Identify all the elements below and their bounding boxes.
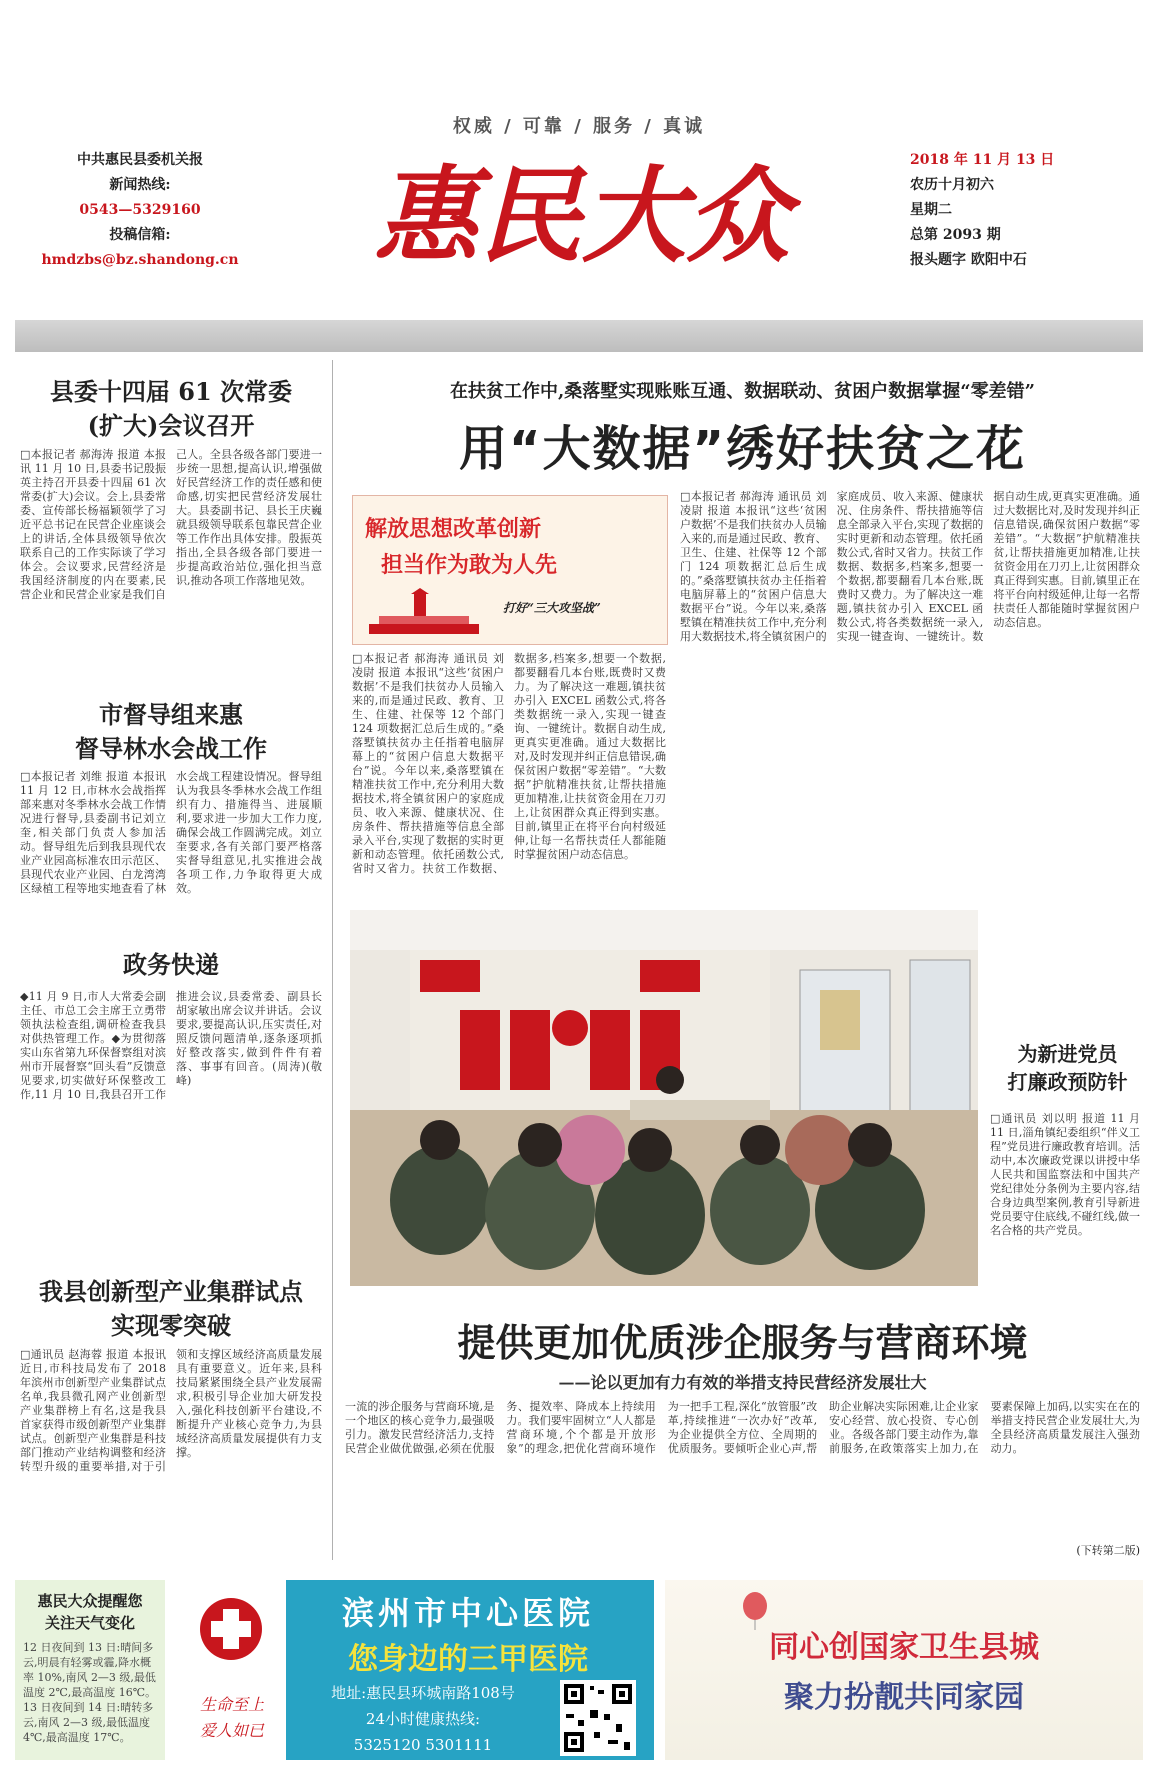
civic-campaign-ad [665, 1580, 1143, 1760]
side-story-headline[interactable] [990, 1040, 1145, 1096]
hospital-contact [288, 1680, 558, 1758]
weather-notice [15, 1580, 165, 1760]
article-headline-industry-cluster[interactable] [20, 1275, 322, 1343]
headline-line: 我县创新型产业集群试点 [39, 1277, 303, 1306]
article-body-industry-cluster: □通讯员 赵海蓉 报道 本报讯 近日,市科技局发布了 2018 年滨州市创新型产业集群试点名单,我县微孔网产业创新型产业集群榜上有名,这是我县首家获得市级创新型产业集群试点。创新型产业集群是科技部门推动产业结构调整和经济转型升级的重要举措,对于引领和支撑区域经济高质量发展具有重要意义。近年来,县科技局紧紧围绕全县产业发展需求,积极引导企业加大研发投入,强化科技创新平台建设,不断提升产业核心竞争力,为县域经济高质量发展提供有力支撑。 [20, 1348, 322, 1473]
masthead-title-logo [355, 140, 810, 280]
side-story-body: □通讯员 刘以明 报道 11 月 11 日,淄角镇纪委组织“伴义工程”党员进行廉政教育培训。活动中,本次廉政党课以讲授中华人民共和国监察法和中国共产党纪律处分条例为主要内容,结合身边典型案例,教育引导新进党员要守住底线,不碰红线,做一名合格的共产党员。 [990, 1112, 1140, 1237]
lead-story-headline[interactable]: 用“大数据”绣好扶贫之花 [458, 421, 1027, 477]
masthead-right-info [910, 148, 1120, 273]
hospital-slogan-line: 爱人如已 [199, 1721, 264, 1740]
meeting-photo [350, 910, 978, 1286]
masthead-title-text: 惠民大众 [373, 154, 791, 277]
article-body-forestry-inspection: □本报记者 刘维 报道 本报讯 11 月 12 日,市林水会战指挥部来惠对冬季林水会战工作情况进行督导,县委副书记刘立奎,相关部门负责人参加活动。督导组先后到我县现代农业产业园高标准农田示范区、县现代农业产业园、白龙湾湾区绿植工程等地实地查看了林水会战工程建设情况。督导组认为我县冬季林水会战工作组织有力、措施得当、进展顺利,要求进一步加大工作力度,确保会战工作圆满完成。刘立奎要求,各有关部门要严格落实督导组意见,扎实推进会战各项工作,力争取得更大成效。 [20, 770, 322, 895]
article-headline-forestry-inspection[interactable] [20, 698, 322, 766]
hospital-name: 滨州市中心医院 [341, 1594, 594, 1632]
issue-lunar-date: 农历十月初六 [910, 177, 994, 193]
issue-number: 总第 2093 期 [910, 227, 1001, 243]
weather-forecast-text: 12 日夜间到 13 日:晴间多云,明晨有轻雾或霾,降水概率 10%,南风 2—3 级,最低温度 2℃,最高温度 16℃。13 日夜间到 14 日:晴转多云,南风 2—3 级,最低温度 4℃,最高温度 17℃。 [23, 1641, 157, 1744]
article-headline-standing-committee[interactable] [20, 375, 322, 443]
hospital-address: 地址:惠民县环城南路108号 [331, 1684, 515, 1702]
masthead-hotline: 0543—5329160 [79, 202, 201, 218]
monument-icon [359, 588, 489, 638]
masthead-email-label: 投稿信箱: [109, 227, 171, 243]
editorial-subhead: ——论以更加有力有效的举措支持民营经济发展壮大 [558, 1373, 927, 1392]
masthead-email: hmdzbs@bz.shandong.cn [41, 252, 239, 268]
hospital-cross-icon [198, 1596, 264, 1662]
lead-story-body-part1: □本报记者 郝海涛 通讯员 刘凌尉 报道 本报讯“这些‘贫困户数据’不是我们扶贫办人员输入来的,而是通过民政、教育、卫生、住建、社保等 12 个部门 124 项数据汇总后生成的。”桑落墅镇扶贫办主任指着电脑屏幕上的“贫困户信息大数据平台”说。今年以来,桑落墅镇在精准扶贫工作中,充分利用大数据技术,将全镇贫困户的家庭成员、收入来源、健康状况、住房条件、帮扶措施等信息全部录入平台,实现了数据的实时更新和动态管理。依托函数公式,省时又省力。扶贫工作数据、数据多,档案多,想要一个数据,都要翻看几本台账,既费时又费力。为了解决这一难题,镇扶贫办引入 EXCEL 函数公式,将各类数据统一录入,实现一键查询、一键统计。数据自动生成,更真实更准确。通过大数据比对,及时发现并纠正信息错误,确保贫困户数据“零差错”。“大数据”护航精准扶贫,让帮扶措施更加精准,让扶贫资金用在刀刃上,让贫困群众真正得到实惠。目前,镇里正在将平台向村级延伸,让每一名帮扶责任人都能随时掌握贫困户动态信息。 [352, 652, 666, 875]
qr-code-icon[interactable] [560, 1680, 636, 1756]
qr-code-graphic [560, 1680, 636, 1756]
masthead-calligraphy-credit: 报头题字 欧阳中石 [910, 252, 1027, 268]
masthead-title [355, 140, 810, 280]
masthead-org: 中共惠民县委机关报 [77, 152, 203, 168]
article-body-standing-committee: □本报记者 郝海涛 报道 本报讯 11 月 10 日,县委书记殷振英主持召开县委十四届 61 次常委(扩大)会议。会上,县委常委、宣传部长杨福颖领学了习近平总书记在民营企业座谈会上的讲话,全体县级领导依次联系自己的工作实际谈了学习体会。会议要求,民营经济是我国经济制度的内在要素,民营企业和民营企业家是我们自己人。全县各级各部门要进一步统一思想,提高认识,增强做好民营经济工作的责任感和使命感,切实把民营经济发展壮大。县委副书记、县长王庆巍就县级领导联系包靠民营企业等工作作出具体安排。殷振英指出,全县各级各部门要进一步提高政治站位,强化担当意识,推动各项工作落地见效。 [20, 448, 322, 601]
hospital-hotline-label: 24小时健康热线: [365, 1710, 481, 1728]
civic-ad-line-1: 同心创国家卫生县城 [769, 1630, 1039, 1665]
banner-line-2: 担当作为敢为人先 [381, 553, 558, 578]
banner-line-3: 打好“三大攻坚战” [503, 601, 601, 615]
editorial-headline[interactable]: 提供更加优质涉企服务与营商环境 [457, 1320, 1028, 1365]
masthead-left-info [40, 148, 240, 273]
editorial-body: 一流的涉企服务与营商环境,是一个地区的核心竞争力,最强吸引力。激发民营经济活力,支持民营企业做优做强,必须在优服务、提效率、降成本上持续用力。我们要牢固树立“人人都是营商环境,个个都是开放形象”的理念,把优化营商环境作为一把手工程,深化“放管服”改革,持续推进“一次办好”改革,为企业提供全方位、全周期的优质服务。要倾听企业心声,帮助企业解决实际困难,让企业家安心经营、放心投资、专心创业。各级各部门要主动作为,靠前服务,在政策落实上加力,在要素保障上加码,以实实在在的举措支持民营企业发展壮大,为全县经济高质量发展注入强劲动力。 [345, 1400, 1140, 1455]
headline-line: 实现零突破 [111, 1311, 231, 1340]
headline-line: 督导林水会战工作 [75, 734, 267, 763]
hospital-ad-slogan [182, 1692, 282, 1744]
editorial-continued-note: (下转第二版) [1076, 1544, 1140, 1557]
hospital-ad-logo-panel [176, 1580, 286, 1760]
article-body-government-brief: ◆11 月 9 日,市人大常委会副主任、市总工会主席王立勇带领执法检查组,调研检查我县对供热管理工作。◆为贯彻落实山东省第九环保督察组对滨州市开展督察“回头看”反馈意见要求,切实做好环保整改工作,11 月 10 日,我县召开工作推进会议,县委常委、副县长胡家敏出席会议并讲话。会议要求,要提高认识,压实责任,对照反馈问题清单,逐条逐项抓好整改落实,做到件件有着落、事事有回音。(周涛)(敬峰) [20, 990, 322, 1101]
article-headline-government-brief[interactable]: 政务快递 [123, 950, 219, 979]
meeting-photo-illustration [350, 910, 978, 1286]
hospital-slogan-line: 生命至上 [199, 1695, 264, 1714]
civic-ad-line-2: 聚力扮靓共同家园 [784, 1680, 1024, 1715]
hospital-ad[interactable] [176, 1580, 654, 1760]
campaign-banner [352, 495, 668, 645]
hospital-phones: 5325120 5301111 [353, 1736, 493, 1754]
headline-line: 为新进党员 [1017, 1042, 1118, 1066]
column-divider [332, 360, 333, 1560]
issue-date: 2018 年 11 月 13 日 [910, 152, 1055, 168]
weather-title-line: 惠民大众提醒您 [37, 1592, 143, 1610]
headline-line: 县委十四届 61 次常委 [49, 377, 293, 406]
headline-line: 打廉政预防针 [1007, 1070, 1128, 1094]
header-divider-band [15, 320, 1143, 352]
weather-title-line: 关注天气变化 [44, 1614, 135, 1632]
lead-story-body-part2: □本报记者 郝海涛 通讯员 刘凌尉 报道 本报讯“这些‘贫困户数据’不是我们扶贫办人员输入来的,而是通过民政、教育、卫生、住建、社保等 12 个部门 124 项数据汇总后生成的。”桑落墅镇扶贫办主任指着电脑屏幕上的“贫困户信息大数据平台”说。今年以来,桑落墅镇在精准扶贫工作中,充分利用大数据技术,将全镇贫困户的家庭成员、收入来源、健康状况、住房条件、帮扶措施等信息全部录入平台,实现了数据的实时更新和动态管理。依托函数公式,省时又省力。扶贫工作数据、数据多,档案多,想要一个数据,都要翻看几本台账,既费时又费力。为了解决这一难题,镇扶贫办引入 EXCEL 函数公式,将各类数据统一录入,实现一键查询、一键统计。数据自动生成,更真实更准确。通过大数据比对,及时发现并纠正信息错误,确保贫困户数据“零差错”。“大数据”护航精准扶贫,让帮扶措施更加精准,让扶贫资金用在刀刃上,让贫困群众真正得到实惠。目前,镇里正在将平台向村级延伸,让每一名帮扶责任人都能随时掌握贫困户动态信息。 [680, 490, 1140, 643]
banner-line-1: 解放思想改革创新 [365, 517, 542, 542]
headline-line: 市督导组来惠 [99, 700, 243, 729]
lead-story-kicker: 在扶贫工作中,桑落墅实现账账互通、数据联动、贫困户数据掌握“零差错” [450, 381, 1035, 402]
masthead-slogan: 权威 / 可靠 / 服务 / 真诚 [452, 116, 706, 137]
issue-weekday: 星期二 [910, 202, 952, 218]
hospital-tagline: 您身边的三甲医院 [348, 1642, 588, 1677]
headline-line: (扩大)会议召开 [87, 411, 255, 440]
masthead-hotline-label: 新闻热线: [109, 177, 171, 193]
weather-notice-title [15, 1590, 165, 1634]
